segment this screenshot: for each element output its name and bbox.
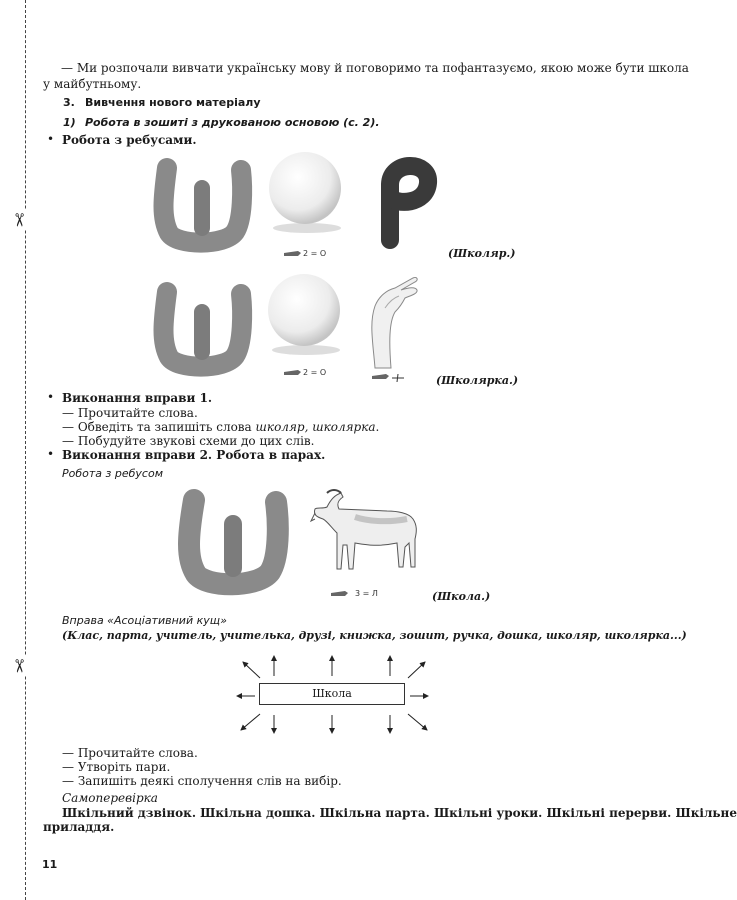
rebus1-hint: 2 = О <box>303 249 327 258</box>
rebus3-hint: 3 = Л <box>355 589 378 598</box>
subsection-title: Робота в зошиті з друкованою основою (с. 2). <box>85 116 380 129</box>
bullet: • <box>47 447 55 461</box>
clay-letter-sh-image <box>155 282 250 372</box>
pointing-hand-icon <box>372 373 406 383</box>
rebus1-answer-text: (Школяр.) <box>448 247 516 260</box>
self-check-title: Самоперевірка <box>62 791 158 805</box>
task-item: — Прочитайте слова. <box>62 746 198 760</box>
exercise2-title: Виконання вправи 2. Робота в парах. <box>62 448 326 462</box>
rebus2-answer <box>436 374 518 387</box>
clay-letter-sh-image <box>178 490 288 590</box>
association-center-box: Школа <box>259 683 405 705</box>
hand-gesture-image <box>355 268 425 368</box>
scissors-icon: ✂ <box>7 210 29 230</box>
page-number: 11 <box>42 858 58 871</box>
bullet: • <box>47 390 55 404</box>
exercise1-step-words: школяр, школярка <box>255 420 376 434</box>
intro-line-2: у майбутньому. <box>43 77 142 91</box>
clay-letter-r-image <box>368 155 443 250</box>
rebus3-answer-text: (Школа.) <box>432 590 491 603</box>
white-ball-image <box>265 150 345 235</box>
rebus2-hint: 2 = О <box>303 368 327 377</box>
rebus2-answer-text: (Школярка.) <box>436 374 519 387</box>
self-check-line-1: Шкільний дзвінок. Шкільна дошка. Шкільна парта. Шкільні уроки. Шкільні перерви. Шкільне <box>62 806 737 820</box>
rebus-work2-label: Робота з ребусом <box>62 467 163 480</box>
intro-line-1: — Ми розпочали вивчати українську мову й поговоримо та пофантазуємо, якою може бути школа <box>61 61 689 75</box>
scissors-icon: ✂ <box>7 656 29 676</box>
exercise1-step: — Прочитайте слова. <box>62 406 198 420</box>
clay-letter-sh-image <box>155 158 250 248</box>
task-item: — Запишіть деякі сполучення слів на вибір. <box>62 774 342 788</box>
pointing-hand-icon <box>284 250 302 258</box>
rebus1-answer <box>448 247 515 260</box>
association-title: Вправа «Асоціативний кущ» <box>62 614 227 627</box>
rebus3-answer <box>432 590 490 603</box>
association-arrows <box>225 648 440 738</box>
pointing-hand-icon <box>331 590 349 598</box>
task-item: — Утворіть пари. <box>62 760 171 774</box>
rebus-work-label: Робота з ребусами. <box>62 133 197 147</box>
cut-line <box>25 0 26 900</box>
pointing-hand-icon <box>284 369 302 377</box>
section-title: Вивчення нового матеріалу <box>85 96 261 109</box>
exercise1-step: — Побудуйте звукові схеми до цих слів. <box>62 434 315 448</box>
white-ball-image <box>264 272 344 357</box>
exercise1-step <box>62 420 379 434</box>
exercise1-step-text: — Обведіть та запишіть слова <box>62 420 252 434</box>
exercise1-step-end: . <box>375 420 380 434</box>
goat-image <box>297 487 422 577</box>
section-number: 3. <box>63 96 75 109</box>
subsection-number: 1) <box>63 116 76 129</box>
self-check-line-2: приладдя. <box>43 820 115 834</box>
association-words: (Клас, парта, учитель, учителька, друзі, книжка, зошит, ручка, дошка, школяр, школярка...) <box>62 629 687 642</box>
exercise1-title: Виконання вправи 1. <box>62 391 213 405</box>
bullet: • <box>47 132 55 146</box>
